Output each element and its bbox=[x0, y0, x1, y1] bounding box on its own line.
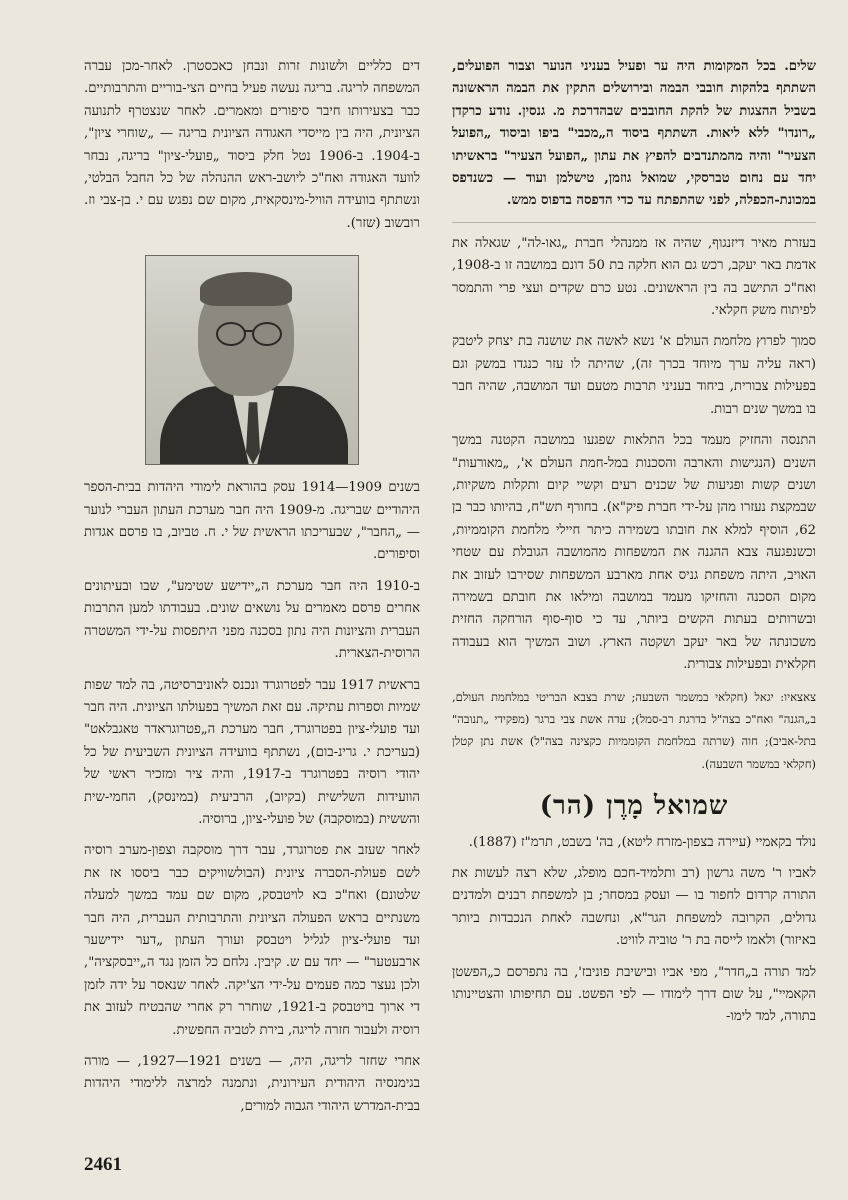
page-number: 2461 bbox=[84, 1154, 122, 1175]
paragraph: למד תורה ב„חדר", מפי אביו ובישיבת פוניבז', בה נתפרסם כ„הפשטן הקאמיי", על שום דרך לימודו — לפי הפשט. עם תחיפותו והצטיינותו בתורה, למד לימו- bbox=[452, 964, 816, 1025]
section-title: שמואל מָרֶן (הר) bbox=[539, 791, 729, 822]
glasses-bridge bbox=[244, 330, 254, 332]
paragraph: אחרי שחזר לריגה, היה, — בשנים 1921—1927, — מורה בגימנסיה היהודית העירונית, ונתמנה למרצה ללימודי היהדות בבית-המדרש היהודי הגבוה למורים, bbox=[84, 1054, 420, 1114]
paragraph: דים כלליים ולשונות זרות ונבחן כאכסטרן. לאחר-מכן עברה המשפחה לריגה. בריגה נעשה פעיל בחיים הצי-בוריים והתרבותיים. כבר בצעירותו חיבר סיפורים ומאמרים. לאחר שנצטרף לתנועה הציונית, היה בין מייסדי האגודה הציונית בריגה — „שוחרי ציון", ב-1904. ב-1906 נטל חלק ביסוד „פועלי-ציון" בריגה, נבחר לוועד האגודה ואח"כ ליושב-ראש ההנהלה של כל החבל הבלטי, ונשתתף בוועידה הוויל-מינסקאית, מקום שם נפגש עם י. בן-צבי וז. רובשוב (שזר). bbox=[84, 59, 420, 231]
portrait-photo bbox=[145, 255, 359, 465]
paragraph: לאחר שעזב את פטרוגרד, עבר דרך מוסקבה וצפון-מערב רוסיה לשם פעולת-הסברה ציונית (הבולשוויקים כבר ביססו אז את שלטונם) ואח"כ בא לויטבסק, מקום שם עמד במשך למעלה משנתיים בראש הפעולה הציונית והתרבותית העברית, היה חבר ועד פועלי-ציון לגליל ויטבסק ועורך העתון „דער יידישער ארבעטער" — יחד עם ש. קיבין. נלחם כל הזמן נגד ה„ייבסקציה", ולכן נעצר כמה פעמים על-ידי הצ'יקה. לאחר שנאסר על ידה לזמן די ארוך בויטבסק ב-1921, שוחרר רק אחרי שהבטיח לעזוב את רוסיה ולעבור חזרה לריגה, בירת לטביה החפשית. bbox=[84, 843, 420, 1038]
paragraph-descendants: צאצאיו: יגאל (חקלאי במשמר השבעה; שרת בצבא הבריטי במלחמת העולם, ב„הגנה" ואח"כ בצה"ל בדרגת רב-סמל); עדה אשת צבי ברגר (מפקידי „תנובה" בתל-אביב); חוה (שרתה במלחמת הקוממיות כקצינה בצה"ל) אשת נתן קטלן (חקלאי במשמר השבעה). bbox=[452, 689, 816, 771]
right-column bbox=[452, 56, 816, 1038]
left-column bbox=[84, 56, 420, 1127]
paragraph: בראשית 1917 עבר לפטרוגרד ונכנס לאוניברסיטה, בה למד שפות שמיות וספרות עתיקה. עם זאת המשיך בפעולתו הציונית. היה חבר ועד פועלי-ציון בפטרוגרד, חבר מערכת ה„פטרוגראדר טאגבלאט" (בעריכת י. גרינ-בום), נשתתף בוועידה הציונית השביעית של כל יהודי רוסיה בפטרוגרד ב-1917, והיה ציר ומזכיר ראשי של הוועידות השלישית (בקיוב), הרביעית (במינסק), החמי-שית והששית (במוסקבה) של פועלי-ציון, ברוסיה. bbox=[84, 677, 420, 827]
paragraph: סמוך לפרוץ מלחמת העולם א' נשא לאשה את שושנה בת יצחק ליטבק (ראה עליה ערך מיוחד בכרך זה), שהיתה לו עזר כנגדו במשק וגם בפעילות צבורית, ביחוד בעניני תרבות מטעם ועד המושבה, שהיה חבר בו במשך שנים רבות. bbox=[452, 334, 816, 417]
paragraph: התנסה והחזיק מעמד בכל התלאות שפגעו במושבה הקטנה במשך השנים (הנגישות והארבה והסכנות במל-חמת העולם א', „מאורעות" ושנים קשות ופגיעות של שכנים רעים וקשיי קיום ותקלות משקיות, שבמקצת נעזרו מהן על-ידי חברת פיק"א). בחורף תש"ח, בהיותו כבר בן 62, הוסיף למלא את חובתו בשמירה כיתר חיילי מלחמת הקוממיות, וכשנפגעה צבא ההגנה את המשפחות מהמושבה הגובלת עם שטחי האויב, היתה משפחת גניס אחת מארבע המשפחות שסירבו לעזוב את מקום הסכנה והחזיקו מעמד במושבה ומילאו את חובתם בשמירה ובשרותים בעתות הקשים ביותר, עד כי סוף-סוף הורחקה החזית משכונתה של באר יעקב ושקטה הארץ. ושוב המשיך הוא בעבודה חקלאית ובפעילות צבורית. bbox=[452, 433, 816, 673]
paragraph: שלים. בכל המקומות היה ער ופעיל בעניני הנוער וצבור הפועלים, השתתף בלהקות חובבי הבמה ובירושלים התקין את הבמה הראשונה בשביל ההצגות של להקת החובבים שבהדרכת מ. גנסין. נודע כרקדן „רונדו" ללא ליאות. השתתף ביסוד ה„מכבי" ביפו וביסוד „הפועל הצעיר" והיה מהמתנדבים להפיץ את עתון „הפועל הצעיר" בראשיתו יחד עם נחום טברסקי, שמואל גוזמן, טישלמן ועוד — כשנדפס במכונת-הכפלה, לפני שהתפתח עד כדי הדפסה בדפוס ממש. bbox=[452, 59, 816, 209]
divider bbox=[452, 222, 816, 223]
paragraph: לאביו ר' משה גרשון (רב ותלמיד-חכם מופלג, שלא רצה לעשות את התורה קרדום לחפור בו — ועסק במסחר; בן למשפחת רבנים ולמדנים גדולים, הקרובה למשפחת הגר"א, ונחשבה לאחת הנכבדות ביותר באיזור) ולאמו לייסה בת ר' טוביה לוויט. bbox=[452, 866, 816, 949]
portrait-container bbox=[84, 255, 420, 465]
paragraph: נולד בקאמיי (עיירה בצפון-מזרח ליטא), בה' בשבט, תרמ"ז (1887). bbox=[468, 834, 816, 850]
paragraph: בעזרת מאיר דיזנגוף, שהיה אז ממנהלי חברת „גאו-לה", שגאלה את אדמת באר יעקב, רכש גם הוא חלקה בת 50 דונם במושבה זו ב-1908, ואח"כ התישב בה בין הראשונים. נטע כרם שקדים ועצי פרי והתמסר לפיתוח משק חקלאי. bbox=[452, 235, 816, 319]
paragraph: ב-1910 היה חבר מערכת ה„יידישע שטימע", שבו ובעיתונים אחרים פרסם מאמרים על נושאים שונים. בעבודתו למען התרבות העברית והציונות היה נתון בסכנה מפני היתפסות על-ידי המשטרה הרוסית-הצארית. bbox=[84, 578, 420, 662]
portrait-hair bbox=[200, 272, 292, 306]
paragraph: בשנים 1909—1914 עסק בהוראת לימודי היהדות בבית-הספר היהודיים שבריגה. מ-1909 היה חבר מערכת העתון העברי לנוער — „החבר", שבעריכתו הראשית של י. ח. טביוב, בו פרסם אגדות וסיפורים. bbox=[84, 480, 420, 563]
